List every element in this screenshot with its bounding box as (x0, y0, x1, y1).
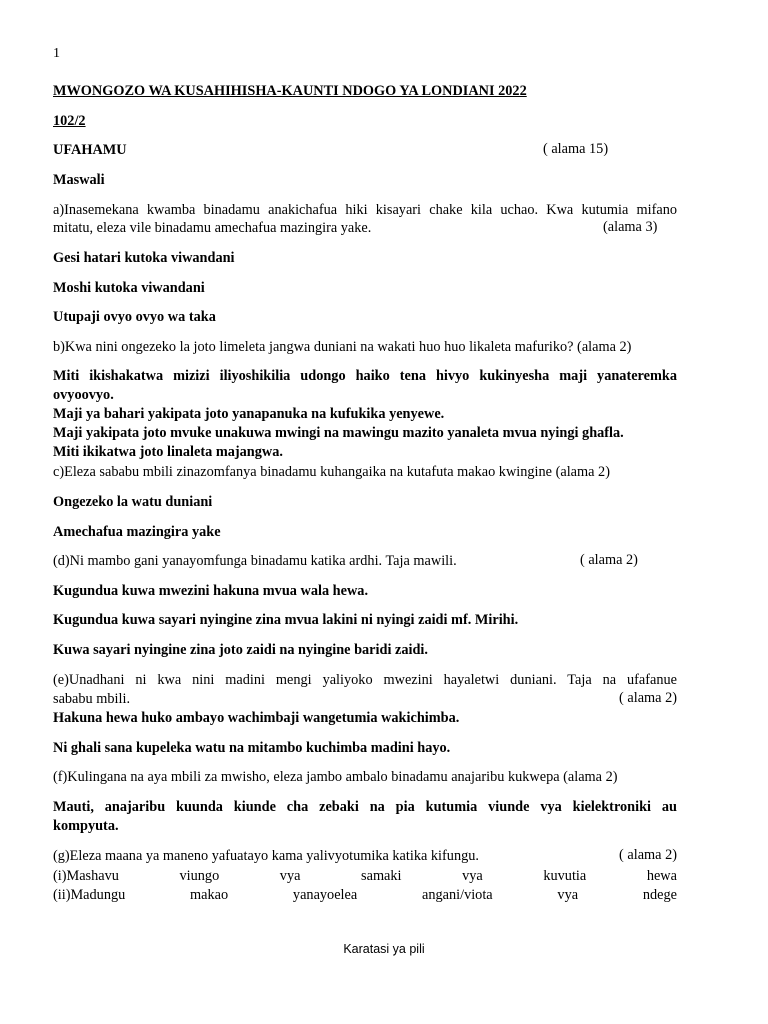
paper-code: 102/2 (53, 113, 86, 129)
section-heading: UFAHAMU (53, 142, 127, 158)
definition-2-part: ndege (642, 887, 677, 903)
question-b: b)Kwa nini ongezeko la joto limeleta jangwa duniani na wakati huo huo likaleta mafuriko? (alama 2) (53, 339, 632, 355)
definition-1-part: vya (462, 868, 483, 884)
question-g-marks: ( alama 2) (619, 847, 677, 863)
definition-2-part: vya (557, 887, 579, 903)
answer-f-line2: kompyuta. (53, 818, 119, 834)
definition-2-word: (ii)Madungu (53, 887, 126, 903)
answer-d-3: Kuwa sayari nyingine zina joto zaidi na nyingine baridi zaidi. (53, 642, 428, 658)
definition-1-part: hewa (646, 868, 677, 884)
answer-b-1-line1: Miti ikishakatwa mizizi iliyoshikilia udongo haiko tena hivyo kukinyesha maji yanateremka (53, 368, 677, 384)
answer-b-2: Maji ya bahari yakipata joto yanapanuka na kufukika yenyewe. (53, 406, 445, 422)
answer-c-1: Ongezeko la watu duniani (53, 494, 213, 510)
document-title: MWONGOZO WA KUSAHIHISHA-KAUNTI NDOGO YA LONDIANI 2022 (53, 83, 527, 99)
definition-1-word: (i)Mashavu (53, 868, 119, 884)
definition-1-part: samaki (361, 868, 402, 884)
answer-b-4: Miti ikikatwa joto linaleta majangwa. (53, 444, 283, 460)
page-number: 1 (53, 46, 60, 61)
question-e-marks: ( alama 2) (619, 690, 677, 706)
question-g: (g)Eleza maana ya maneno yafuatayo kama yalivyotumika katika kifungu. (53, 848, 479, 864)
definition-1-part: vya (279, 868, 301, 884)
answer-f-line1: Mauti, anajaribu kuunda kiunde cha zebaki na pia kutumia viunde vya kielektroniki au (53, 799, 677, 815)
answer-b-3: Maji yakipata joto mvuke unakuwa mwingi na mawingu mazito yanaleta mvua nyingi ghafla. (53, 425, 624, 441)
question-a-line2: mitatu, eleza vile binadamu amechafua mazingira yake. (53, 220, 372, 236)
questions-heading: Maswali (53, 172, 105, 188)
answer-a-1: Gesi hatari kutoka viwandani (53, 250, 235, 266)
answer-c-2: Amechafua mazingira yake (53, 524, 221, 540)
answer-b-1-line2: ovyoovyo. (53, 387, 114, 403)
definition-2-part: makao (190, 887, 229, 903)
question-e-line1: (e)Unadhani ni kwa nini madini mengi yaliyoko mwezini hayaletwi duniani. Taja na ufafanue (53, 672, 677, 688)
answer-e-1: Hakuna hewa huko ambayo wachimbaji wangetumia wakichimba. (53, 710, 460, 726)
definition-1-part: viungo (179, 868, 220, 884)
answer-d-2: Kugundua kuwa sayari nyingine zina mvua lakini ni nyingi zaidi mf. Mirihi. (53, 612, 519, 628)
question-f: (f)Kulingana na aya mbili za mwisho, eleza jambo ambalo binadamu anajaribu kukwepa (alama 2) (53, 769, 618, 785)
definition-row-1 (53, 867, 677, 886)
question-e-line2: sababu mbili. (53, 691, 131, 707)
question-a-marks: (alama 3) (603, 219, 658, 235)
question-d: (d)Ni mambo gani yanayomfunga binadamu katika ardhi. Taja mawili. (53, 553, 457, 569)
answer-a-2: Moshi kutoka viwandani (53, 280, 205, 296)
section-marks: ( alama 15) (543, 141, 609, 157)
answer-d-1: Kugundua kuwa mwezini hakuna mvua wala hewa. (53, 583, 369, 599)
definition-row-2 (53, 886, 677, 905)
question-a-line1: a)Inasemekana kwamba binadamu anakichafua hiki kisayari chake kila uchao. Kwa kutumia mifano (53, 202, 677, 218)
page-footer: Karatasi ya pili (343, 942, 425, 956)
definition-1-part: kuvutia (543, 868, 587, 884)
definition-2-part: yanayoelea (292, 887, 358, 903)
question-d-marks: ( alama 2) (580, 552, 638, 568)
answer-a-3: Utupaji ovyo ovyo wa taka (53, 309, 216, 325)
definition-2-part: angani/viota (421, 887, 493, 903)
answer-e-2: Ni ghali sana kupeleka watu na mitambo kuchimba madini hayo. (53, 740, 451, 756)
question-c: c)Eleza sababu mbili zinazomfanya binadamu kuhangaika na kutafuta makao kwingine (alama 2) (53, 464, 610, 480)
